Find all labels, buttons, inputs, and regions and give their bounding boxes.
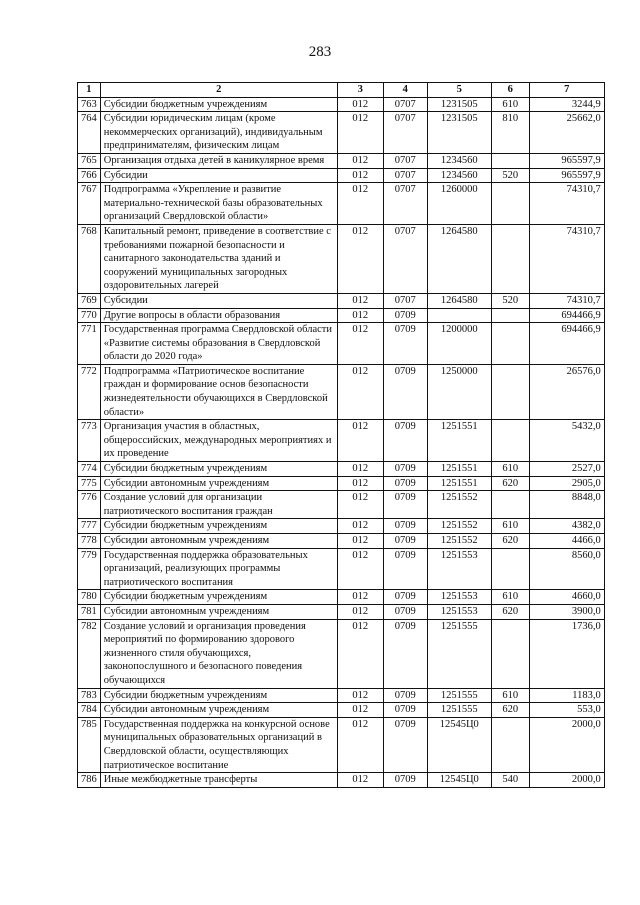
row-name: Субсидии автономным учреждениям [100, 703, 337, 718]
table-header-row [78, 83, 605, 98]
row-amount: 2000,0 [529, 717, 604, 772]
row-ministry-code: 012 [337, 308, 383, 323]
row-ministry-code: 012 [337, 604, 383, 619]
row-ministry-code: 012 [337, 703, 383, 718]
row-target-code: 1264580 [427, 293, 491, 308]
column-header: 4 [383, 83, 427, 98]
row-ministry-code: 012 [337, 293, 383, 308]
row-ministry-code: 012 [337, 619, 383, 688]
row-ministry-code: 012 [337, 168, 383, 183]
row-expense-type: 610 [491, 590, 529, 605]
row-expense-type [491, 717, 529, 772]
row-target-code: 1251552 [427, 519, 491, 534]
row-expense-type: 620 [491, 703, 529, 718]
row-section-code: 0707 [383, 112, 427, 154]
row-amount: 965597,9 [529, 153, 604, 168]
row-amount: 965597,9 [529, 168, 604, 183]
row-amount: 4660,0 [529, 590, 604, 605]
row-name: Организация отдыха детей в каникулярное время [100, 153, 337, 168]
table-row [78, 491, 605, 519]
row-target-code: 1251551 [427, 476, 491, 491]
table-row [78, 153, 605, 168]
row-expense-type: 520 [491, 168, 529, 183]
column-header: 3 [337, 83, 383, 98]
table-row [78, 703, 605, 718]
row-number: 764 [78, 112, 101, 154]
row-number: 785 [78, 717, 101, 772]
row-expense-type: 610 [491, 462, 529, 477]
row-ministry-code: 012 [337, 717, 383, 772]
row-section-code: 0707 [383, 97, 427, 112]
row-name: Подпрограмма «Патриотическое воспитание граждан и формирование основ безопасности жизнедеятельности обучающихся в Свердловской области» [100, 364, 337, 419]
row-amount: 2000,0 [529, 773, 604, 788]
table-row [78, 224, 605, 293]
row-number: 784 [78, 703, 101, 718]
table-row [78, 323, 605, 365]
row-name: Субсидии бюджетным учреждениям [100, 462, 337, 477]
row-name: Государственная поддержка образовательных организаций, реализующих программы патриотического воспитания [100, 548, 337, 590]
row-section-code: 0709 [383, 462, 427, 477]
row-target-code: 1251551 [427, 462, 491, 477]
row-expense-type [491, 491, 529, 519]
row-expense-type: 610 [491, 688, 529, 703]
row-number: 770 [78, 308, 101, 323]
table-row [78, 293, 605, 308]
row-ministry-code: 012 [337, 688, 383, 703]
row-target-code: 12545Ц0 [427, 717, 491, 772]
row-section-code: 0709 [383, 323, 427, 365]
row-name: Субсидии [100, 293, 337, 308]
row-name: Создание условий для организации патриотического воспитания граждан [100, 491, 337, 519]
row-section-code: 0707 [383, 293, 427, 308]
table-row [78, 519, 605, 534]
row-amount: 2905,0 [529, 476, 604, 491]
row-amount: 1736,0 [529, 619, 604, 688]
row-expense-type [491, 364, 529, 419]
table-row [78, 97, 605, 112]
row-target-code: 1231505 [427, 97, 491, 112]
row-number: 775 [78, 476, 101, 491]
row-name: Создание условий и организация проведения мероприятий по формированию здорового жизненного стиля обучающихся, законопослушного и безопасного поведения обучающихся [100, 619, 337, 688]
row-target-code: 1251555 [427, 688, 491, 703]
table-row [78, 619, 605, 688]
row-expense-type: 520 [491, 293, 529, 308]
row-amount: 5432,0 [529, 420, 604, 462]
row-section-code: 0709 [383, 548, 427, 590]
row-number: 783 [78, 688, 101, 703]
row-ministry-code: 012 [337, 420, 383, 462]
row-ministry-code: 012 [337, 97, 383, 112]
row-name: Государственная программа Свердловской области «Развитие системы образования в Свердловской области до 2020 года» [100, 323, 337, 365]
table-row [78, 462, 605, 477]
page-number: 283 [308, 44, 332, 60]
row-number: 765 [78, 153, 101, 168]
row-target-code: 1251552 [427, 491, 491, 519]
row-target-code: 1200000 [427, 323, 491, 365]
row-name: Субсидии автономным учреждениям [100, 476, 337, 491]
row-number: 786 [78, 773, 101, 788]
row-amount: 26576,0 [529, 364, 604, 419]
row-target-code: 1251555 [427, 619, 491, 688]
table-row [78, 548, 605, 590]
row-number: 767 [78, 183, 101, 225]
row-name: Подпрограмма «Укрепление и развитие материально-технической базы образовательных организаций Свердловской области» [100, 183, 337, 225]
row-number: 774 [78, 462, 101, 477]
row-section-code: 0709 [383, 491, 427, 519]
row-name: Субсидии бюджетным учреждениям [100, 97, 337, 112]
row-ministry-code: 012 [337, 462, 383, 477]
row-number: 782 [78, 619, 101, 688]
column-header: 2 [100, 83, 337, 98]
row-number: 763 [78, 97, 101, 112]
row-target-code [427, 308, 491, 323]
row-ministry-code: 012 [337, 773, 383, 788]
row-ministry-code: 012 [337, 548, 383, 590]
row-amount: 3900,0 [529, 604, 604, 619]
row-section-code: 0707 [383, 153, 427, 168]
row-expense-type: 620 [491, 534, 529, 549]
column-header: 7 [529, 83, 604, 98]
row-ministry-code: 012 [337, 112, 383, 154]
row-name: Капитальный ремонт, приведение в соответствие с требованиями пожарной безопасности и санитарного законодательства зданий и сооружений муниципальных загородных оздоровительных лагерей [100, 224, 337, 293]
row-section-code: 0707 [383, 168, 427, 183]
row-number: 768 [78, 224, 101, 293]
column-header: 5 [427, 83, 491, 98]
row-expense-type: 810 [491, 112, 529, 154]
row-section-code: 0709 [383, 773, 427, 788]
row-section-code: 0709 [383, 476, 427, 491]
row-section-code: 0709 [383, 519, 427, 534]
row-expense-type [491, 183, 529, 225]
row-number: 771 [78, 323, 101, 365]
row-section-code: 0709 [383, 364, 427, 419]
table-row [78, 420, 605, 462]
table-row [78, 183, 605, 225]
row-amount: 25662,0 [529, 112, 604, 154]
row-section-code: 0709 [383, 619, 427, 688]
row-name: Иные межбюджетные трансферты [100, 773, 337, 788]
table-row [78, 590, 605, 605]
row-ministry-code: 012 [337, 224, 383, 293]
row-number: 772 [78, 364, 101, 419]
row-expense-type: 540 [491, 773, 529, 788]
row-name: Другие вопросы в области образования [100, 308, 337, 323]
row-section-code: 0709 [383, 703, 427, 718]
table-row [78, 112, 605, 154]
row-number: 781 [78, 604, 101, 619]
row-name: Организация участия в областных, общероссийских, международных мероприятиях и их проведение [100, 420, 337, 462]
row-ministry-code: 012 [337, 476, 383, 491]
row-expense-type: 620 [491, 476, 529, 491]
row-target-code: 1234560 [427, 168, 491, 183]
row-name: Субсидии бюджетным учреждениям [100, 519, 337, 534]
row-target-code: 1231505 [427, 112, 491, 154]
row-ministry-code: 012 [337, 519, 383, 534]
row-name: Государственная поддержка на конкурсной основе муниципальных образовательных организаций в Свердловской области, осуществляющих патриотическое воспитание [100, 717, 337, 772]
row-expense-type [491, 224, 529, 293]
row-section-code: 0709 [383, 604, 427, 619]
row-name: Субсидии [100, 168, 337, 183]
row-expense-type: 620 [491, 604, 529, 619]
row-amount: 74310,7 [529, 183, 604, 225]
table-row [78, 308, 605, 323]
row-target-code: 12545Ц0 [427, 773, 491, 788]
row-expense-type [491, 308, 529, 323]
row-name: Субсидии бюджетным учреждениям [100, 688, 337, 703]
row-name: Субсидии юридическим лицам (кроме некоммерческих организаций), индивидуальным предпринимателям, физическим лицам [100, 112, 337, 154]
row-target-code: 1251553 [427, 548, 491, 590]
row-name: Субсидии автономным учреждениям [100, 604, 337, 619]
row-number: 777 [78, 519, 101, 534]
row-number: 778 [78, 534, 101, 549]
row-name: Субсидии автономным учреждениям [100, 534, 337, 549]
row-section-code: 0709 [383, 717, 427, 772]
row-number: 779 [78, 548, 101, 590]
row-amount: 3244,9 [529, 97, 604, 112]
row-expense-type [491, 619, 529, 688]
row-amount: 8848,0 [529, 491, 604, 519]
row-amount: 2527,0 [529, 462, 604, 477]
table-row [78, 717, 605, 772]
row-section-code: 0709 [383, 688, 427, 703]
row-expense-type [491, 420, 529, 462]
row-amount: 694466,9 [529, 323, 604, 365]
row-amount: 8560,0 [529, 548, 604, 590]
row-amount: 4466,0 [529, 534, 604, 549]
row-section-code: 0707 [383, 183, 427, 225]
row-target-code: 1251552 [427, 534, 491, 549]
budget-table [77, 82, 605, 788]
row-amount: 4382,0 [529, 519, 604, 534]
table-row [78, 476, 605, 491]
table-row [78, 773, 605, 788]
row-amount: 74310,7 [529, 224, 604, 293]
column-header: 1 [78, 83, 101, 98]
row-target-code: 1250000 [427, 364, 491, 419]
table-row [78, 364, 605, 419]
row-number: 780 [78, 590, 101, 605]
row-amount: 1183,0 [529, 688, 604, 703]
row-section-code: 0709 [383, 590, 427, 605]
row-target-code: 1260000 [427, 183, 491, 225]
row-target-code: 1234560 [427, 153, 491, 168]
table-row [78, 604, 605, 619]
row-target-code: 1264580 [427, 224, 491, 293]
row-number: 769 [78, 293, 101, 308]
row-amount: 553,0 [529, 703, 604, 718]
table-row [78, 688, 605, 703]
row-section-code: 0709 [383, 420, 427, 462]
row-number: 776 [78, 491, 101, 519]
row-target-code: 1251555 [427, 703, 491, 718]
row-ministry-code: 012 [337, 534, 383, 549]
table-row [78, 534, 605, 549]
row-amount: 694466,9 [529, 308, 604, 323]
row-ministry-code: 012 [337, 590, 383, 605]
row-number: 773 [78, 420, 101, 462]
row-target-code: 1251553 [427, 604, 491, 619]
row-section-code: 0709 [383, 308, 427, 323]
row-expense-type: 610 [491, 97, 529, 112]
row-ministry-code: 012 [337, 323, 383, 365]
row-section-code: 0709 [383, 534, 427, 549]
row-ministry-code: 012 [337, 153, 383, 168]
row-expense-type: 610 [491, 519, 529, 534]
row-ministry-code: 012 [337, 183, 383, 225]
row-expense-type [491, 548, 529, 590]
row-amount: 74310,7 [529, 293, 604, 308]
row-ministry-code: 012 [337, 364, 383, 419]
row-expense-type [491, 323, 529, 365]
row-ministry-code: 012 [337, 491, 383, 519]
row-section-code: 0707 [383, 224, 427, 293]
row-target-code: 1251551 [427, 420, 491, 462]
row-name: Субсидии бюджетным учреждениям [100, 590, 337, 605]
row-number: 766 [78, 168, 101, 183]
row-expense-type [491, 153, 529, 168]
table-row [78, 168, 605, 183]
column-header: 6 [491, 83, 529, 98]
row-target-code: 1251553 [427, 590, 491, 605]
